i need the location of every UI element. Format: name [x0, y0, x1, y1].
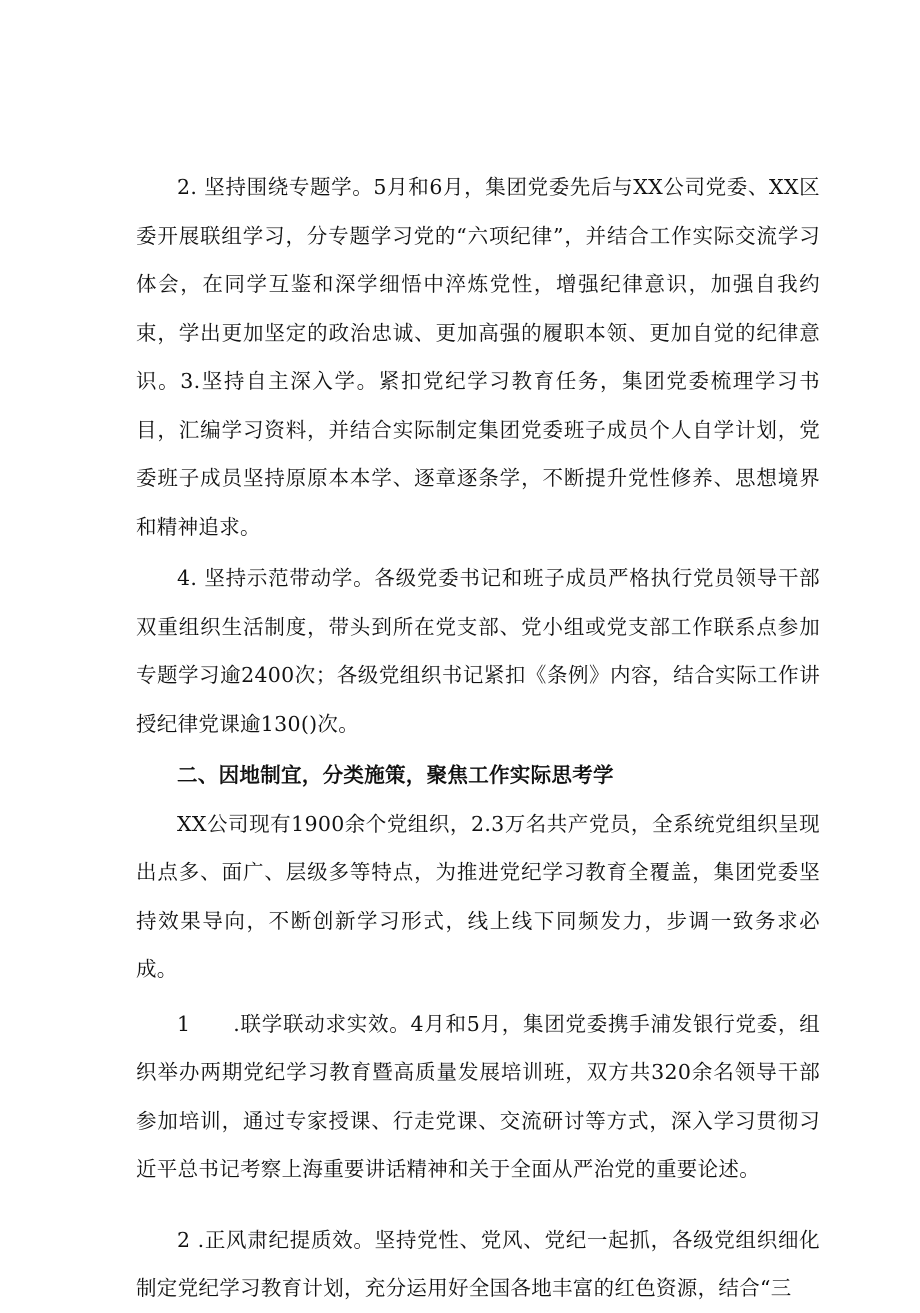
paragraph-exemplary-study: 4. 坚持示范带动学。各级党委书记和班子成员严格执行党员领导干部双重组织生活制度，带头到所在党支部、党小组或党支部工作联系点参加专题学习逾2400次；各级党组织书记紧扣《条例》内容，结合实际工作讲授纪律党课逾130()次。 — [136, 566, 820, 736]
paragraph-discipline-rectification: 2 .正风肃纪提质效。坚持党性、党风、党纪一起抓，各级党组织细化制定党纪学习教育计划，充分运用好全国各地丰富的红色资源，结合“三 — [136, 1227, 820, 1300]
section-heading: 二、因地制宜，分类施策，聚焦工作实际思考学 — [177, 763, 614, 787]
paragraph-joint-study: 1 .联学联动求实效。4月和5月，集团党委携手浦发银行党委，组织举办两期党纪学习教育暨高质量发展培训班，双方共320余名领导干部参加培训，通过专家授课、行走党课、交流研讨等方式，深入学习贯彻习近平总书记考察上海重要讲话精神和关于全面从严治党的重要论述。 — [136, 1011, 820, 1181]
paragraph-company-overview: XX公司现有1900余个党组织，2.3万名共产党员，全系统党组织呈现出点多、面广、层级多等特点，为推进党纪学习教育全覆盖，集团党委坚持效果导向，不断创新学习形式，线上线下同频发力，步调一致务求必成。 — [136, 811, 820, 981]
document-body — [136, 163, 820, 1313]
paragraph-topic-study: 2. 坚持围绕专题学。5月和6月，集团党委先后与XX公司党委、XX区委开展联组学习，分专题学习党的“六项纪律”，并结合工作实际交流学习体会，在同学互鉴和深学细悟中淬炼党性，增强纪律意识，加强自我约束，学出更加坚定的政治忠诚、更加高强的履职本领、更加自觉的纪律意识。3.坚持自主深入学。紧扣党纪学习教育任务，集团党委梳理学习书目，汇编学习资料，并结合实际制定集团党委班子成员个人自学计划，党委班子成员坚持原原本本学、逐章逐条学，不断提升党性修养、思想境界和精神追求。 — [136, 175, 820, 539]
